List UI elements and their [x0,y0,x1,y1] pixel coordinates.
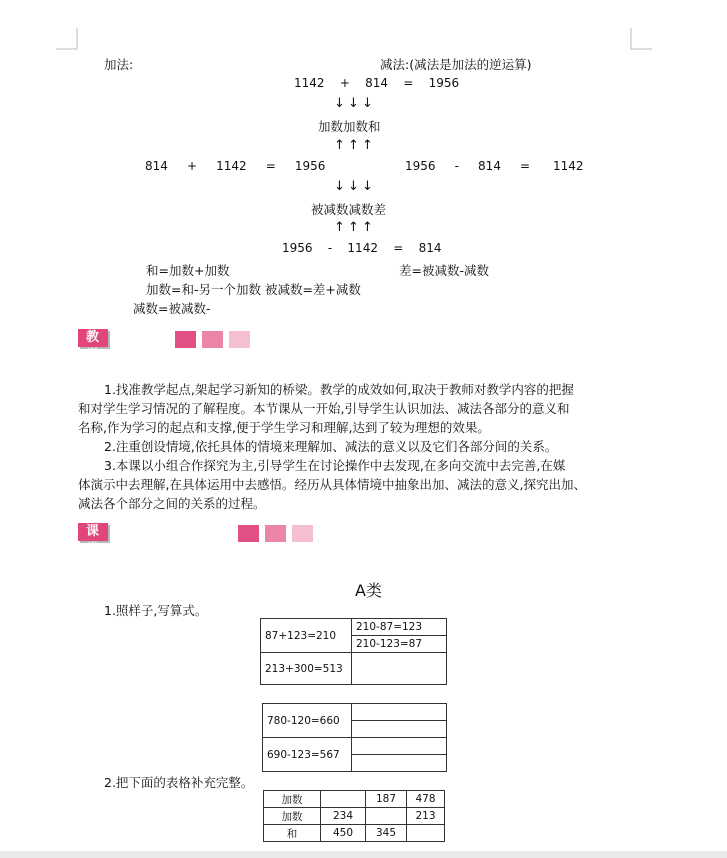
page-corner-mark [630,28,652,50]
answer-cell[interactable] [352,653,447,685]
row-header: 加数 [264,808,321,825]
arrow-up-icon: ↑ [362,220,373,235]
table-cell: 210-123=87 [352,636,447,653]
arrow-down-icon: ↓ [348,179,359,194]
equation-4: 1956 - 1142 = 814 [282,241,442,255]
exercise-table-1 [260,618,447,685]
table-cell: 213+300=513 [261,653,352,685]
row-header: 加数 [264,791,321,808]
table-cell: 345 [366,825,407,842]
section-title: 教学反思 [78,329,108,347]
answer-cell[interactable] [321,791,366,808]
table-cell: 780-120=660 [263,704,352,738]
banner-square [175,331,196,348]
page-bottom-edge [0,851,727,858]
answer-cell[interactable] [352,721,447,738]
arrow-up-icon: ↑ [348,138,359,153]
exercise-table-2 [262,703,447,772]
arrow-down-icon: ↓ [362,96,373,111]
banner-square [292,525,313,542]
subtraction-term-names: 被减数减数差 [311,202,387,217]
row-header: 和 [264,825,321,842]
question-1: 1.照样子,写算式。 [104,603,208,618]
table-cell: 450 [321,825,366,842]
rule-sum: 和=加数+加数 [146,263,230,278]
rule-subtrahend: 减数=被减数- [133,301,211,316]
arrow-down-icon: ↓ [334,179,345,194]
arrow-up-icon: ↑ [348,220,359,235]
equation-1: 1142 + 814 = 1956 [294,76,460,90]
arrow-down-icon: ↓ [334,96,345,111]
table-cell: 690-123=567 [263,738,352,772]
rule-addend-minuend: 加数=和-另一个加数 被减数=差+减数 [146,282,361,297]
reflection-paragraph-3: 3.本课以小组合作探究为主,引导学生在讨论操作中去发现,在多向交流中去完善,在媒 体演示中去理解,在具体运用中去感悟。经历从具体情境中抽象出加、减法的意义,探究出加、 减法各个部分之间的关系的过程。 [78,458,586,511]
reflection-paragraph-1: 1.找准教学起点,架起学习新知的桥梁。教学的成效如何,取决于教师对教学内容的把握 和对学生学习情况的了解程度。本节课从一开始,引导学生认识加法、减法各部分的意义和 名称,作为学习的起点和支撑,便于学生学习和理解,达到了较为理想的效果。 [78,382,574,435]
rule-difference: 差=被减数-减数 [399,263,489,278]
banner-square [265,525,286,542]
banner-square [238,525,259,542]
answer-cell[interactable] [352,738,447,755]
table-cell: 210-87=123 [352,619,447,636]
table-cell: 213 [407,808,445,825]
exercise-table-3 [263,790,445,842]
equation-3: 1956 - 814 = 1142 [405,159,584,173]
reflection-paragraph-2: 2.注重创设情境,依托具体的情境来理解加、减法的意义以及它们各部分间的关系。 [104,439,558,454]
table-cell: 478 [407,791,445,808]
arrow-up-icon: ↑ [334,220,345,235]
section-title: 课堂作业新设计 [78,523,108,541]
answer-cell[interactable] [366,808,407,825]
arrow-down-icon: ↓ [348,96,359,111]
page-corner-mark [56,28,78,50]
subtraction-heading: 减法:(减法是加法的逆运算) [380,57,532,72]
table-cell: 234 [321,808,366,825]
banner-square [202,331,223,348]
equation-2: 814 + 1142 = 1956 [145,159,326,173]
table-cell: 187 [366,791,407,808]
arrow-down-icon: ↓ [362,179,373,194]
arrow-up-icon: ↑ [334,138,345,153]
banner-square [229,331,250,348]
table-cell: 87+123=210 [261,619,352,653]
question-2: 2.把下面的表格补充完整。 [104,775,254,790]
addition-term-names: 加数加数和 [318,119,381,134]
answer-cell[interactable] [407,825,445,842]
arrow-up-icon: ↑ [362,138,373,153]
addition-heading: 加法: [104,57,134,72]
answer-cell[interactable] [352,704,447,721]
answer-cell[interactable] [352,755,447,772]
category-heading: A类 [355,581,382,600]
